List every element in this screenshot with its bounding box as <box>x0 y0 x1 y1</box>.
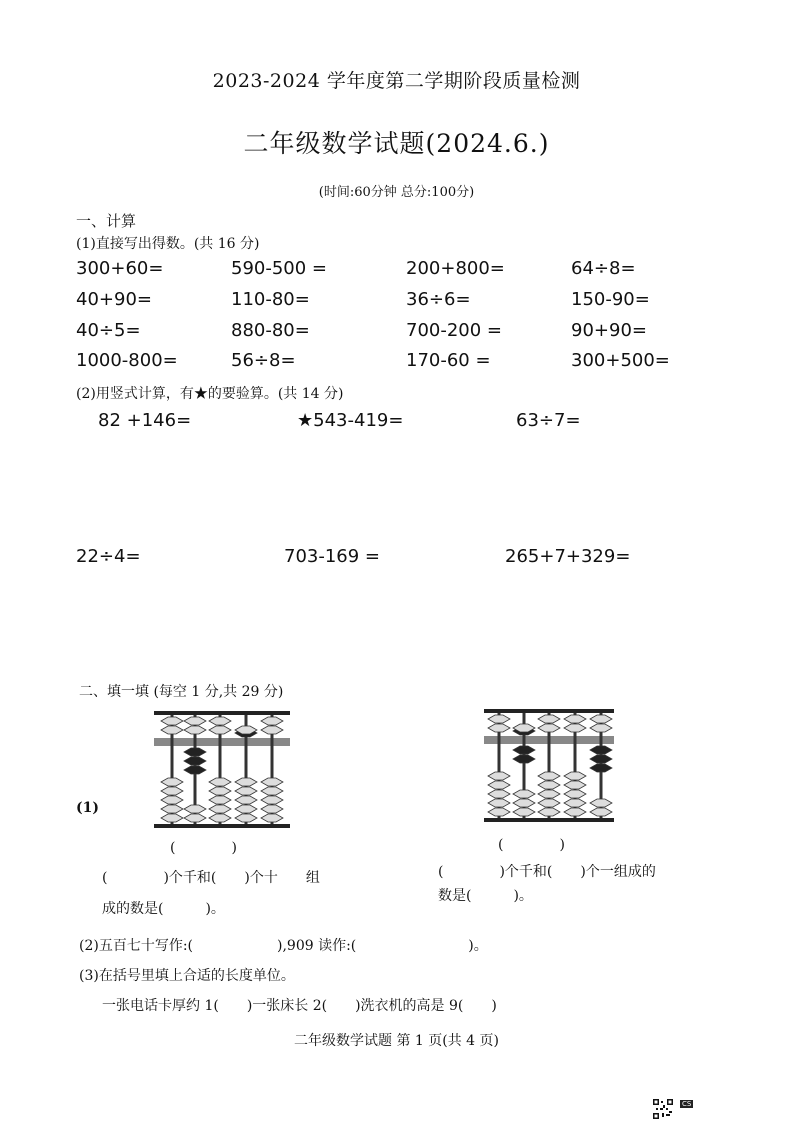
abacus-bead <box>161 805 183 813</box>
exam-time-score: (时间:60分钟 总分:100分) <box>318 185 475 200</box>
vertical-calc-item: 82 +146= <box>98 410 192 431</box>
calc-item: 36÷6= <box>406 289 471 310</box>
vertical-calc-item: ★543-419= <box>297 410 404 431</box>
abacus-bead <box>538 715 560 723</box>
abacus-2-answer: ( ) <box>498 837 565 853</box>
abacus-bead <box>590 715 612 723</box>
abacus-bead <box>261 778 283 786</box>
part-2-heading: (2)用竖式计算，有★的要验算。(共 14 分) <box>76 386 344 402</box>
abacus-2-text-line2: 数是( )。 <box>438 888 533 904</box>
abacus-bead-counted <box>513 746 535 754</box>
abacus-bead <box>161 814 183 822</box>
abacus-bead <box>590 808 612 816</box>
calc-item: 150-90= <box>571 289 650 310</box>
abacus-bead <box>261 814 283 822</box>
calc-item: 700-200 = <box>406 320 503 341</box>
qr-code-icon <box>653 1099 673 1119</box>
vertical-calc-item: 703-169 = <box>284 546 381 567</box>
abacus-bead-counted <box>590 764 612 772</box>
abacus-bead-counted <box>184 757 206 765</box>
abacus-bead <box>161 796 183 804</box>
abacus-bead <box>161 787 183 795</box>
abacus-bead <box>488 772 510 780</box>
abacus-bead <box>513 799 535 807</box>
abacus-bead <box>513 790 535 798</box>
exam-header: 2023-2024 学年度第二学期阶段质量检测 <box>212 70 581 92</box>
abacus-bead <box>184 717 206 725</box>
abacus-bead <box>564 799 586 807</box>
abacus-bead <box>564 724 586 732</box>
abacus-bead <box>261 726 283 734</box>
abacus-1-text-line1: ( )个千和( )个十 组 <box>102 870 320 886</box>
abacus-bead <box>161 726 183 734</box>
abacus-bead <box>564 781 586 789</box>
abacus-bead <box>488 790 510 798</box>
page-footer: 二年级数学试题 第 1 页(共 4 页) <box>294 1033 499 1049</box>
question-1-label: (1) <box>76 800 99 816</box>
abacus-bead <box>209 805 231 813</box>
question-3-line: 一张电话卡厚约 1( )一张床长 2( )洗衣机的高是 9( ) <box>102 998 497 1014</box>
abacus-bead <box>161 778 183 786</box>
abacus-bead <box>590 724 612 732</box>
calc-item: 110-80= <box>231 289 310 310</box>
watermark-badge: CS <box>682 1100 692 1108</box>
abacus-bead <box>261 787 283 795</box>
abacus-1-answer: ( ) <box>170 840 237 856</box>
calc-item: 590-500 = <box>231 258 328 279</box>
calc-item: 40÷5= <box>76 320 141 341</box>
abacus-bead <box>538 790 560 798</box>
abacus-bead <box>261 805 283 813</box>
abacus-bead <box>564 772 586 780</box>
abacus-bead <box>538 772 560 780</box>
abacus-bead <box>209 717 231 725</box>
calc-item: 56÷8= <box>231 350 296 371</box>
section-1-heading: 一、计算 <box>76 212 137 230</box>
abacus-bead <box>590 799 612 807</box>
abacus-bead <box>488 808 510 816</box>
abacus-bead <box>209 726 231 734</box>
abacus-bead <box>513 808 535 816</box>
abacus-bead <box>235 796 257 804</box>
abacus-bead <box>538 808 560 816</box>
vertical-calc-item: 265+7+329= <box>505 546 631 567</box>
abacus-bead <box>538 724 560 732</box>
calc-item: 200+800= <box>406 258 505 279</box>
abacus-bead <box>209 814 231 822</box>
abacus-2-text-line1: ( )个千和( )个一组成的 <box>438 864 656 880</box>
exam-title: 二年级数学试题(2024.6.) <box>243 129 550 158</box>
abacus-bead <box>235 814 257 822</box>
abacus-bead <box>564 808 586 816</box>
calc-item: 170-60 = <box>406 350 491 371</box>
vertical-calc-item: 22÷4= <box>76 546 141 567</box>
abacus-bead-counted <box>184 766 206 774</box>
abacus-bead <box>564 715 586 723</box>
calc-item: 300+500= <box>571 350 670 371</box>
abacus-bead <box>209 796 231 804</box>
abacus-bead <box>261 796 283 804</box>
abacus-bead-counted <box>513 755 535 763</box>
abacus-bead <box>184 814 206 822</box>
abacus-bead-counted <box>590 746 612 754</box>
abacus-bead <box>235 778 257 786</box>
abacus-figure-1 <box>150 708 292 832</box>
vertical-calc-item: 63÷7= <box>516 410 581 431</box>
abacus-bead <box>488 715 510 723</box>
calc-item: 40+90= <box>76 289 152 310</box>
abacus-bead <box>538 799 560 807</box>
abacus-1-text-line2: 成的数是( )。 <box>102 901 225 917</box>
calc-item: 90+90= <box>571 320 647 341</box>
abacus-bead <box>488 781 510 789</box>
abacus-bead <box>184 805 206 813</box>
question-2: (2)五百七十写作:( ),909 读作:( )。 <box>79 938 488 954</box>
abacus-figure-2 <box>481 706 617 826</box>
section-2-heading: 二、填一填 (每空 1 分,共 29 分) <box>79 684 284 700</box>
calc-item: 300+60= <box>76 258 164 279</box>
part-1-heading: (1)直接写出得数。(共 16 分) <box>76 236 260 252</box>
abacus-bead-counted <box>590 755 612 763</box>
question-3-heading: (3)在括号里填上合适的长度单位。 <box>79 968 295 984</box>
abacus-bead <box>235 787 257 795</box>
abacus-bead <box>161 717 183 725</box>
calc-item: 880-80= <box>231 320 310 341</box>
abacus-bead <box>488 799 510 807</box>
abacus-bead <box>488 724 510 732</box>
abacus-bead <box>538 781 560 789</box>
abacus-bead <box>209 778 231 786</box>
abacus-bead <box>564 790 586 798</box>
abacus-bead <box>209 787 231 795</box>
calc-item: 1000-800= <box>76 350 178 371</box>
abacus-bead <box>184 726 206 734</box>
abacus-bead <box>235 805 257 813</box>
calc-item: 64÷8= <box>571 258 636 279</box>
abacus-bead-counted <box>184 748 206 756</box>
abacus-bead <box>261 717 283 725</box>
